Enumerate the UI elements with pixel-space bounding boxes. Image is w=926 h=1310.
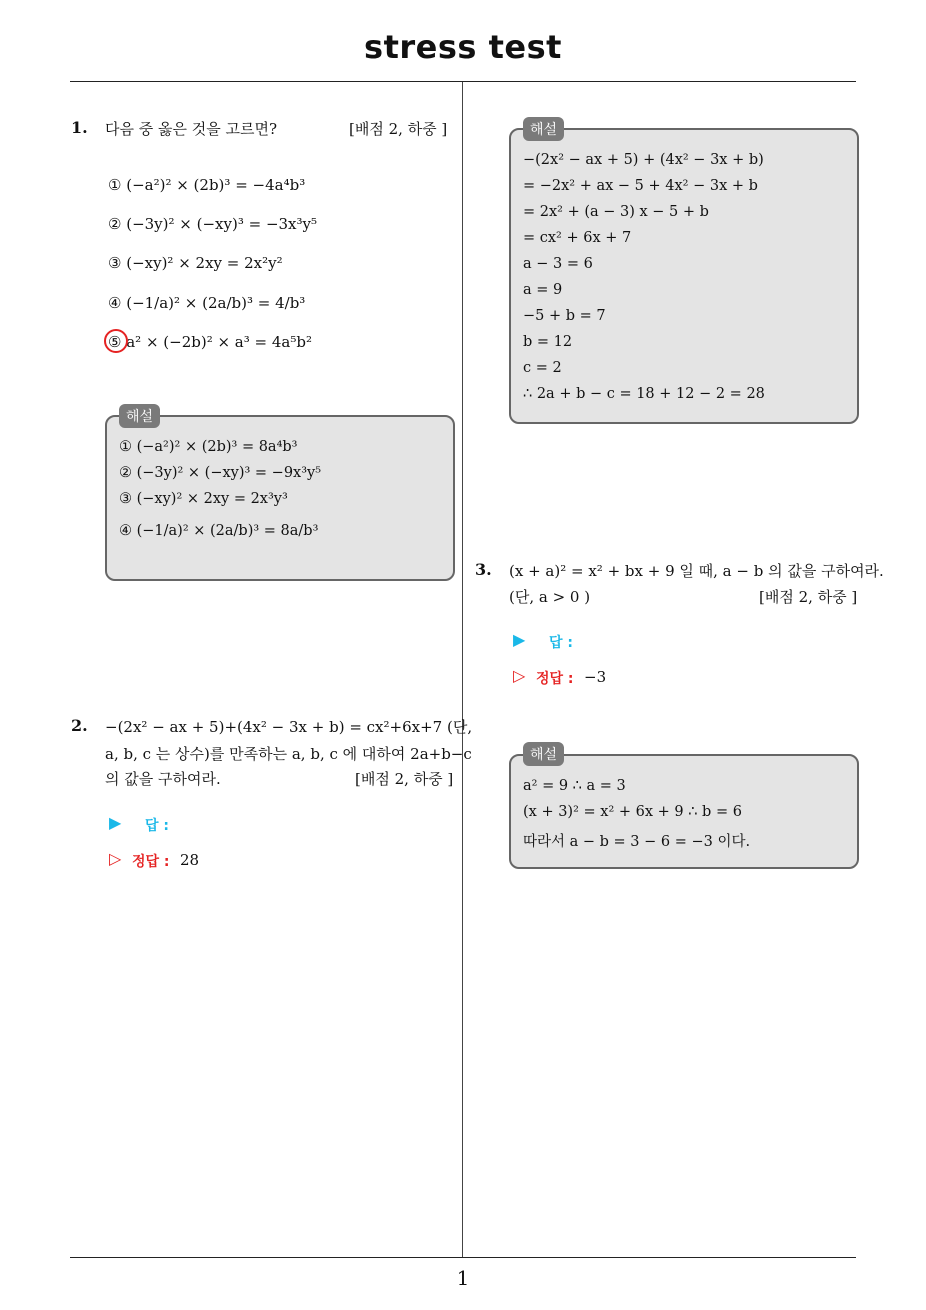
q3-answer-arrow-icon: ▶ [513, 630, 526, 649]
q2-explanation-line-7: −5 + b = 7 [523, 308, 606, 324]
q2-explanation-line-4: = cx² + 6x + 7 [523, 230, 632, 246]
q2-explanation-line-3: = 2x² + (a − 3) x − 5 + b [523, 204, 709, 220]
q2-correct-label: 정답 : [132, 854, 170, 870]
q3-explanation-line-3: 따라서 a − b = 3 − 6 = −3 이다. [523, 834, 751, 850]
q2-explanation-line-2: = −2x² + ax − 5 + 4x² − 3x + b [523, 178, 758, 194]
q1-explanation-line-1: ① (−a²)² × (2b)³ = 8a⁴b³ [119, 439, 298, 455]
q1-option-5: ⑤ a² × (−2b)² × a³ = 4a⁵b² [108, 333, 312, 351]
q1-explanation-line-4: ④ (−1/a)² × (2a/b)³ = 8a/b³ [119, 523, 319, 539]
q3-correct-answer: −3 [584, 668, 607, 686]
q3-correct-label: 정답 : [536, 671, 574, 687]
q1-option-1: ① (−a²)² × (2b)³ = −4a⁴b³ [108, 176, 306, 194]
q3-correct-arrow-icon: ▷ [513, 666, 526, 685]
q2-correct-answer: 28 [180, 851, 200, 869]
header-rule [70, 81, 856, 82]
q1-option-3: ③ (−xy)² × 2xy = 2x²y² [108, 254, 283, 272]
q3-explanation-box [509, 754, 859, 869]
q2-score: [배점 2, 하중 ] [355, 770, 454, 788]
page-number: 1 [456, 1266, 470, 1290]
q1-explanation-box [105, 415, 455, 581]
q1-explanation-line-3: ③ (−xy)² × 2xy = 2x³y³ [119, 491, 288, 507]
q2-explanation-box [509, 128, 859, 424]
q2-explanation-line-6: a = 9 [523, 282, 563, 298]
q2-answer-arrow-icon: ▶ [109, 813, 122, 832]
q2-question-line-1: −(2x² − ax + 5)+(4x² − 3x + b) = cx²+6x+7 (단, [105, 718, 473, 736]
q1-explanation-tag: 해설 [119, 404, 160, 428]
q2-explanation-line-9: c = 2 [523, 360, 562, 376]
q2-explanation-line-1: −(2x² − ax + 5) + (4x² − 3x + b) [523, 152, 764, 168]
q2-explanation-line-5: a − 3 = 6 [523, 256, 593, 272]
q1-explanation-line-2: ② (−3y)² × (−xy)³ = −9x³y⁵ [119, 465, 322, 481]
q2-explanation-line-8: b = 12 [523, 334, 573, 350]
q2-question-line-3: 의 값을 구하여라. [105, 770, 221, 788]
document-title: stress test [364, 28, 562, 66]
q3-explanation-line-1: a² = 9 ∴ a = 3 [523, 778, 626, 794]
q2-number: 2. [71, 716, 88, 735]
q3-explanation-line-2: (x + 3)² = x² + 6x + 9 ∴ b = 6 [523, 804, 742, 820]
q2-explanation-line-10: ∴ 2a + b − c = 18 + 12 − 2 = 28 [523, 386, 765, 402]
q2-answer-label: 답 : [145, 818, 169, 834]
q2-question-line-2: a, b, c 는 상수)를 만족하는 a, b, c 에 대하여 2a+b−c [105, 745, 472, 763]
q1-number: 1. [71, 118, 88, 137]
q1-score: [배점 2, 하중 ] [349, 120, 448, 138]
q2-correct-arrow-icon: ▷ [109, 849, 122, 868]
q3-question-line-2: (단, a > 0 ) [509, 588, 591, 606]
q3-explanation-tag: 해설 [523, 742, 564, 766]
q2-explanation-tag: 해설 [523, 117, 564, 141]
q3-number: 3. [475, 560, 492, 579]
q1-option-4: ④ (−1/a)² × (2a/b)³ = 4/b³ [108, 294, 306, 312]
footer-rule [70, 1257, 856, 1258]
selected-answer-circle [104, 329, 128, 353]
q1-question: 다음 중 옳은 것을 고르면? [105, 120, 278, 138]
q3-question-line-1: (x + a)² = x² + bx + 9 일 때, a − b 의 값을 구하여라. [509, 562, 884, 580]
q1-option-2: ② (−3y)² × (−xy)³ = −3x³y⁵ [108, 215, 318, 233]
column-divider [462, 82, 463, 1258]
q3-score: [배점 2, 하중 ] [759, 588, 858, 606]
q3-answer-label: 답 : [549, 635, 573, 651]
